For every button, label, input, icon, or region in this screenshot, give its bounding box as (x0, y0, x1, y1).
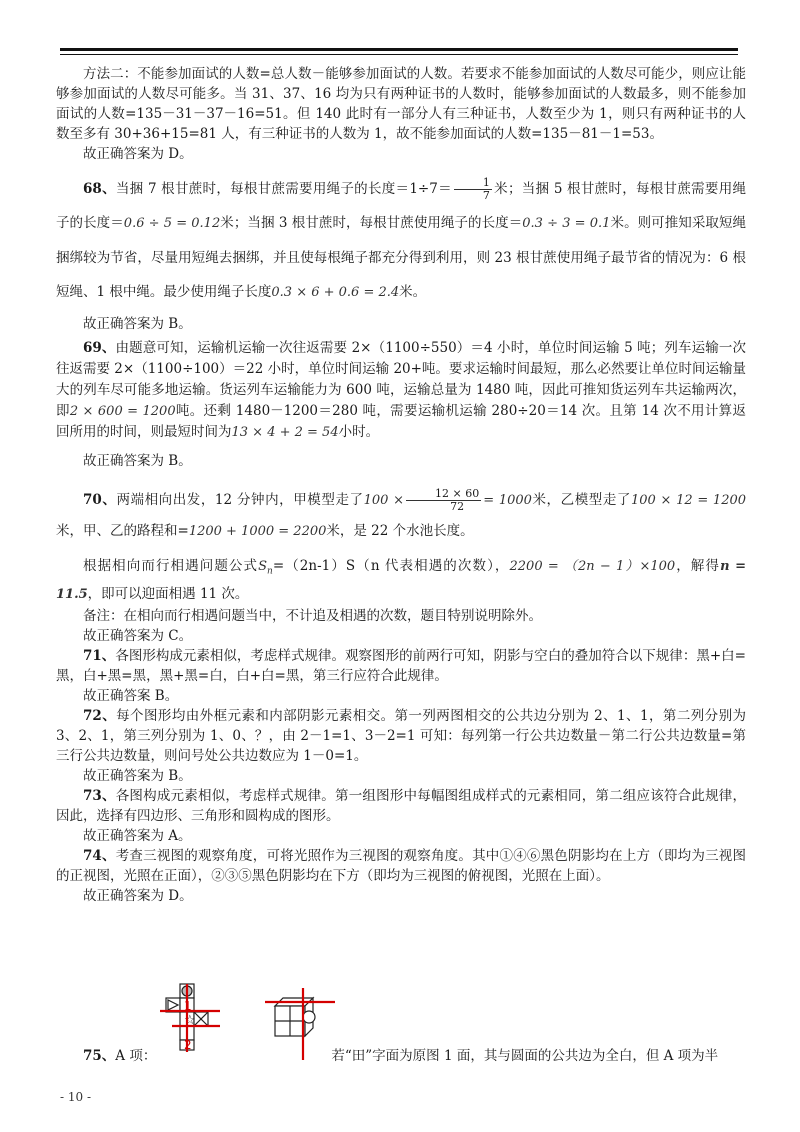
q69-math-1: 2 × 600 = 1200 (69, 404, 176, 419)
q74-text: 考查三视图的观察角度，可将光照作为三视图的观察角度。其中①④⑥黑色阴影均在上方（即均为三视图的正视图，光照在正面），②③⑤黑色阴影均在下方（即均为三视图的俯视图，光照在上面）。 (56, 847, 746, 884)
q69-number: 69、 (83, 340, 116, 356)
q72-answer: 故正确答案为 B。 (83, 767, 192, 784)
q69-answer: 故正确答案为 B。 (83, 453, 192, 469)
q71-paragraph (56, 646, 746, 686)
q70-formula-d: ，即可以迎面相遇 11 次。 (87, 585, 249, 602)
q71-answer: 故正确答案 B。 (83, 687, 179, 704)
q75-label-a: A 项： (115, 1048, 157, 1064)
q68-text-d: 米。则可推知采取短绳捆绑较为节省，尽量用短绳去捆绑，并且使每根绳子都充分得到利用，则 23 根甘蔗使用绳子最节省的情况为：6 根短绳、1 根中绳。最少使用绳子长度 (56, 215, 747, 300)
q70-formula-sub: n (267, 566, 273, 577)
q70-note: 备注：在相向而行相遇问题当中，不计追及相遇的次数，题目特别说明除外。 (83, 607, 542, 624)
q68-text-a: 当捆 7 根甘蔗时，每根甘蔗需要用绳子的长度＝1÷7＝ (115, 181, 452, 197)
q69-math-2: 13 × 4 + 2 = 54 (231, 425, 339, 440)
header-rule-thin (60, 54, 738, 55)
q70-formula-s: S (258, 559, 268, 574)
q70-number: 70、 (83, 492, 117, 508)
q69-paragraph (56, 338, 746, 443)
q74-number: 74、 (83, 847, 116, 864)
q68-text-c: 米；当捆 3 根甘蔗时，每根甘蔗使用绳子的长度＝ (220, 215, 523, 231)
q70-answer: 故正确答案为 C。 (83, 627, 193, 644)
q70-paragraph (56, 485, 746, 547)
fig-mark-1: 1 (184, 999, 192, 1013)
method2-answer: 故正确答案为 D。 (83, 146, 193, 162)
q68-math-3: 0.3 × 6 + 0.6 = 2.4 (271, 285, 400, 300)
document-body (56, 64, 746, 906)
q75-paragraph (56, 1046, 746, 1066)
q70-text-b: 米，乙模型走了 (531, 492, 631, 508)
svg-text:☆: ☆ (184, 1013, 196, 1028)
header-rule-thick (60, 48, 738, 51)
q68-answer: 故正确答案为 B。 (83, 316, 192, 332)
q70-formula-a: 根据相向而行相遇问题公式 (83, 558, 259, 574)
cube-net-figure (160, 980, 240, 1052)
q74-paragraph (56, 846, 746, 886)
q70-formula-b: =（2n-1）S（n 代表相遇的次数）， (272, 558, 510, 574)
q75-number: 75、 (83, 1048, 116, 1064)
q70-text-c: 米，甲、乙的路程和= (56, 523, 189, 539)
q68-text-e: 米。 (399, 284, 427, 300)
q69-text-b: 吨。还剩 1480－1200＝280 吨，需要运输机运输 280÷20＝14 次。且第 14 次不用计算返回所用的时间，则最短时间为 (56, 403, 747, 440)
q71-text: 各图形构成元素相似，考虑样式规律。观察图形的前两行可知，阴影与空白的叠加符合以下规律：黑+白=黑，白+黑=黑，黑+黑=白，白+白=黑，第三行应符合此规律。 (56, 647, 746, 684)
q73-text: 各图构成元素相似，考虑样式规律。第一组图形中每幅图组成样式的元素相同，第二组应该符合此规律，因此，选择有四边形、三角形和圆构成的图形。 (56, 787, 746, 824)
q68-paragraph (56, 172, 746, 310)
q68-math-2: 0.3 ÷ 3 = 0.1 (522, 216, 611, 231)
q71-number: 71、 (83, 647, 116, 664)
q70-math-1a: 100 × (363, 493, 405, 508)
q70-math-4: 2200 = （2n − 1）×100 (509, 559, 676, 574)
method2-paragraph: 方法二：不能参加面试的人数=总人数－能够参加面试的人数。若要求不能参加面试的人数尽可能少，则应让能够参加面试的人数尽可能多。当 31、37、16 均为只有两种证书的人数时，能够参加面试的人数最多，则不能参加面试的人数=135－31－37－16=51。但 140 此时有一部分人有三种证书，人数至少为 1，则只有两种证书的人数至多有 30+36+15=81 人，有三种证书的人数为 1，故不能参加面试的人数=135－81－1=53。 (56, 66, 746, 142)
q68-number: 68、 (83, 181, 116, 197)
q70-math-3: 1200 + 1000 = 2200 (188, 524, 327, 539)
q70-fraction: $\frac{12 \times 60}{72}$ (406, 488, 481, 513)
fig-mark-2: 2 (184, 1038, 192, 1052)
q69-text-c: 小时。 (338, 424, 380, 440)
q72-paragraph (56, 706, 746, 766)
q72-number: 72、 (83, 707, 117, 724)
q73-answer: 故正确答案为 A。 (83, 827, 192, 844)
q70-text-a: 两端相向出发，12 分钟内，甲模型走了 (116, 492, 364, 508)
q73-number: 73、 (83, 787, 116, 804)
q74-answer: 故正确答案为 D。 (83, 887, 193, 904)
q70-math-5: n = 11.5 (56, 559, 747, 602)
q75-figures (160, 980, 760, 1055)
q70-formula-c: ，解得 (675, 558, 721, 574)
q73-paragraph (56, 786, 746, 826)
q70-text-d: 米，是 22 个水池长度。 (326, 523, 474, 539)
q68-fraction: $\frac{1}{7}$ (454, 177, 492, 202)
q70-math-1b: = 1000 (483, 493, 532, 508)
q70-math-2: 100 × 12 = 1200 (630, 493, 747, 508)
q75-text: 若“田”字面为原图 1 面，其与圆面的公共边为全白，但 A 项为半 (331, 1048, 719, 1064)
q72-text: 每个图形均由外框元素和内部阴影元素相交。第一列两图相交的公共边分别为 2、1、1，第二列分别为 3、2、1，第三列分别为 1、0、？，由 2－1=1、3－2=1 可知：每列第一行公共边数量－第二行公共边数量=第三行公共边数量，则问号处公共边数应为 1－0=1。 (56, 707, 746, 764)
q69-text-a: 由题意可知，运输机运输一次往返需要 2×（1100÷550）＝4 小时，单位时间运输 5 吨；列车运输一次往返需要 2×（1100÷100）＝22 小时，单位时间运输 20+吨。要求运输时间最短，那么必然要让单位时间运输量大的列车尽可能多地运输。货运列车运输能力为 600 吨，运输总量为 1480 吨，因此可推知货运列车共运输两次，即 (56, 340, 746, 419)
page-number: - 10 - (60, 1090, 92, 1104)
q70-formula-paragraph (56, 555, 746, 606)
q68-text-b: 米；当捆 5 根甘蔗时，每根甘蔗需要用绳子的长度＝ (56, 181, 746, 231)
q68-math-1: 0.6 ÷ 5 = 0.12 (123, 216, 221, 231)
